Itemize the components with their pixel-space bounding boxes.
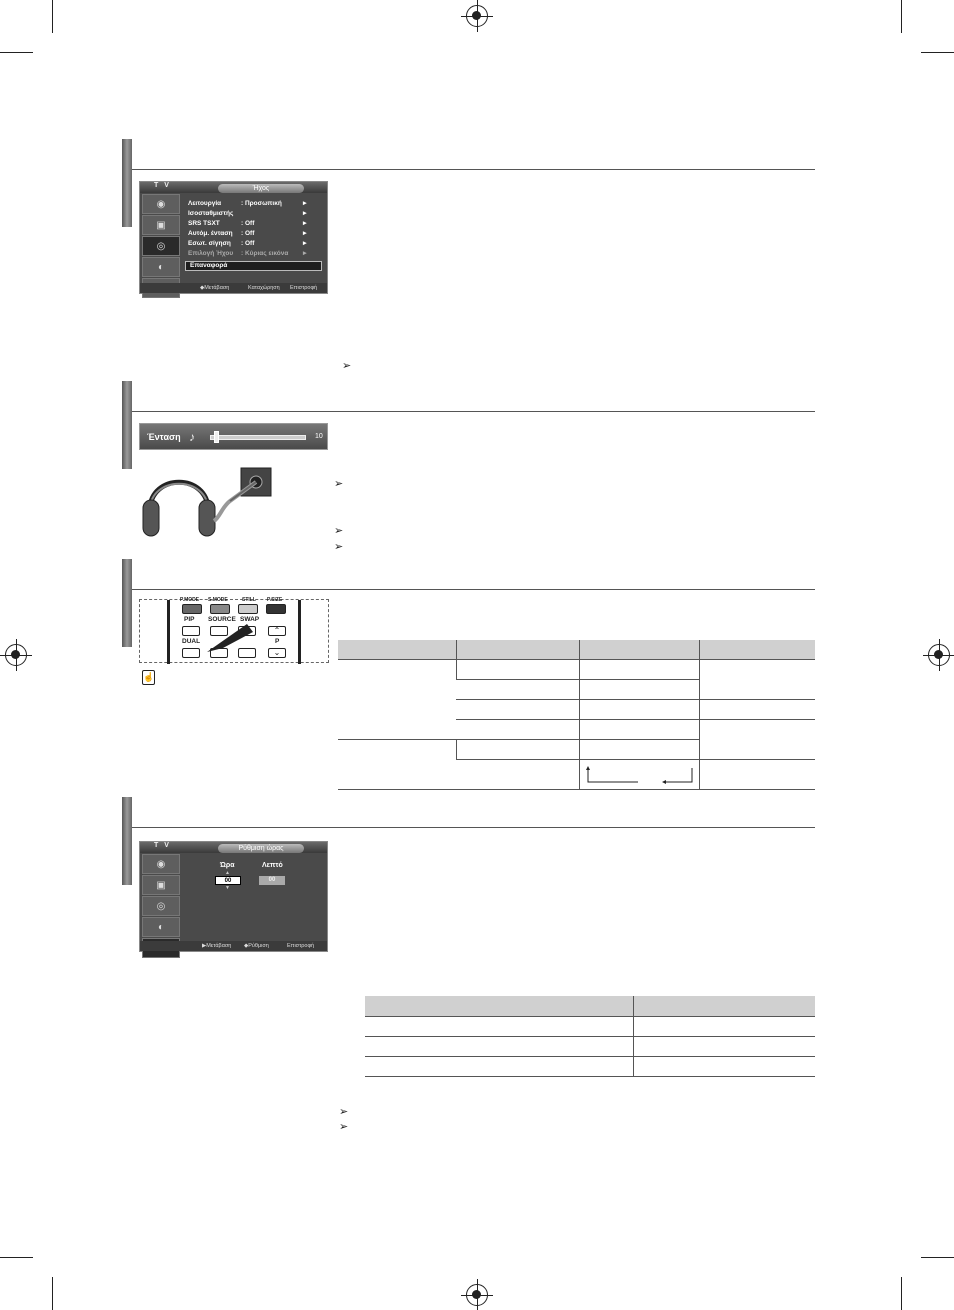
- crop-mark: [921, 52, 954, 53]
- tv-label: T V: [154, 182, 171, 189]
- remote-top-label: P.SIZE: [267, 597, 283, 603]
- channel-icon[interactable]: ◐: [142, 917, 180, 937]
- arrow-right-icon: ►: [301, 200, 308, 207]
- minute-field[interactable]: 00: [259, 876, 285, 885]
- crop-mark: [52, 0, 53, 33]
- arrow-right-icon: ►: [301, 240, 308, 247]
- sound-icon[interactable]: ◎: [142, 896, 180, 916]
- remote-hand-icon: ☝: [142, 670, 155, 685]
- hour-down-icon[interactable]: ▼: [225, 885, 230, 891]
- volume-value: 10: [315, 433, 323, 440]
- remote-top-label: STILL: [242, 597, 256, 603]
- section-divider: [132, 589, 815, 590]
- section-bar: [122, 139, 132, 227]
- table-row: [365, 1016, 815, 1036]
- clock-menu-screen: [139, 841, 328, 952]
- footer-adjust: ◆Ρύθμιση: [244, 943, 269, 949]
- dual-button[interactable]: [182, 648, 200, 658]
- note-arrow-icon: ➢: [334, 525, 344, 537]
- registration-mark: [928, 644, 950, 666]
- smode-button[interactable]: [210, 604, 230, 614]
- menu-items: [184, 196, 324, 281]
- picture-icon[interactable]: ▣: [142, 875, 180, 895]
- section-divider: [132, 411, 815, 412]
- registration-mark: [5, 644, 27, 666]
- menu-item[interactable]: Λειτουργία : Προσωπική ►: [188, 200, 308, 207]
- pointer-arrow-icon: [205, 618, 255, 654]
- table-row: [365, 1036, 815, 1056]
- menu-item[interactable]: Εσωτ. σίγηση : Off ►: [188, 240, 308, 247]
- note-arrow-icon: ➢: [339, 1121, 349, 1133]
- note-arrow-icon: ➢: [339, 1106, 349, 1118]
- table-row: [365, 1056, 815, 1076]
- footer-move: ▶Μετάβαση: [202, 943, 232, 949]
- volume-knob[interactable]: [214, 431, 219, 443]
- time-table: [365, 996, 815, 1077]
- arrow-right-icon: ►: [301, 210, 308, 217]
- menu-title: Ήχος: [218, 184, 304, 193]
- input-icon[interactable]: ◉: [142, 854, 180, 874]
- still-button[interactable]: [238, 604, 258, 614]
- footer-move: ◆Μετάβαση: [200, 285, 230, 291]
- channel-up-button[interactable]: ⌃: [268, 626, 286, 636]
- table-header-row: [365, 996, 815, 1016]
- swap-arrow-icon: [584, 766, 696, 784]
- psize-button[interactable]: [266, 604, 286, 614]
- picture-icon[interactable]: ▣: [142, 215, 180, 235]
- remote-control-illustration: [139, 599, 329, 663]
- registration-mark: [466, 5, 488, 27]
- arrow-right-icon: ►: [301, 220, 308, 227]
- section-divider: [132, 827, 815, 828]
- remote-top-label: P.MODE: [180, 597, 200, 603]
- section-bar: [122, 381, 132, 469]
- hour-label: Ώρα: [220, 862, 235, 869]
- crop-mark: [52, 1277, 53, 1310]
- menu-item-selected[interactable]: Επαναφορά: [185, 261, 322, 271]
- crop-mark: [901, 0, 902, 33]
- volume-track[interactable]: [210, 435, 306, 440]
- pip-label: PIP: [184, 616, 195, 623]
- note-arrow-icon: ➢: [334, 478, 344, 490]
- minute-label: Λεπτό: [262, 862, 283, 869]
- channel-down-button[interactable]: ⌄: [268, 648, 286, 658]
- menu-item[interactable]: SRS TSXT : Off ►: [188, 220, 308, 227]
- table-header-row: [338, 640, 815, 659]
- arrow-right-icon: ►: [301, 230, 308, 237]
- menu-item[interactable]: Αυτόμ. ένταση : Off ►: [188, 230, 308, 237]
- crop-mark: [901, 1277, 902, 1310]
- crop-mark: [0, 52, 33, 53]
- footer-return: Επιστροφή: [290, 285, 318, 291]
- swap-label: SWAP: [240, 616, 260, 623]
- menu-footer: [140, 941, 327, 951]
- headphones-illustration: [138, 465, 278, 540]
- volume-label: Ένταση: [147, 432, 181, 442]
- footer-enter: Καταχώρηση: [248, 285, 280, 291]
- source-label: SOURCE: [208, 616, 236, 623]
- tv-label: T V: [154, 842, 171, 849]
- table-row: [338, 659, 815, 679]
- section-bar: [122, 559, 132, 647]
- sound-icon[interactable]: ◎: [142, 236, 180, 256]
- p-label: P: [275, 638, 280, 645]
- sound-menu-screen: [139, 181, 328, 294]
- arrow-right-icon: ►: [301, 250, 308, 257]
- note-arrow-icon: ➢: [342, 360, 352, 372]
- menu-footer: [140, 283, 327, 293]
- speaker-icon: ♪: [189, 430, 195, 444]
- menu-title: Ρύθμιση ώρας: [218, 844, 304, 853]
- note-arrow-icon: ➢: [334, 541, 344, 553]
- menu-item[interactable]: Επιλογή Ήχου : Κύριας εικόνα ►: [188, 250, 308, 257]
- footer-return: Επιστροφή: [287, 943, 315, 949]
- dual-label: DUAL: [182, 638, 201, 645]
- menu-item[interactable]: Ισοσταθμιστής ►: [188, 210, 308, 217]
- crop-mark: [921, 1257, 954, 1258]
- hour-up-icon[interactable]: ▲: [225, 870, 230, 876]
- remote-top-label: S.MODE: [208, 597, 228, 603]
- input-icon[interactable]: ◉: [142, 194, 180, 214]
- volume-osd: [139, 423, 328, 450]
- section-bar: [122, 797, 132, 885]
- pip-button[interactable]: [182, 626, 200, 636]
- registration-mark: [466, 1284, 488, 1306]
- pip-table: [338, 640, 815, 790]
- section-divider: [132, 169, 815, 170]
- channel-icon[interactable]: ◐: [142, 257, 180, 277]
- pmode-button[interactable]: [182, 604, 202, 614]
- hour-field[interactable]: 00: [215, 876, 241, 885]
- crop-mark: [0, 1257, 33, 1258]
